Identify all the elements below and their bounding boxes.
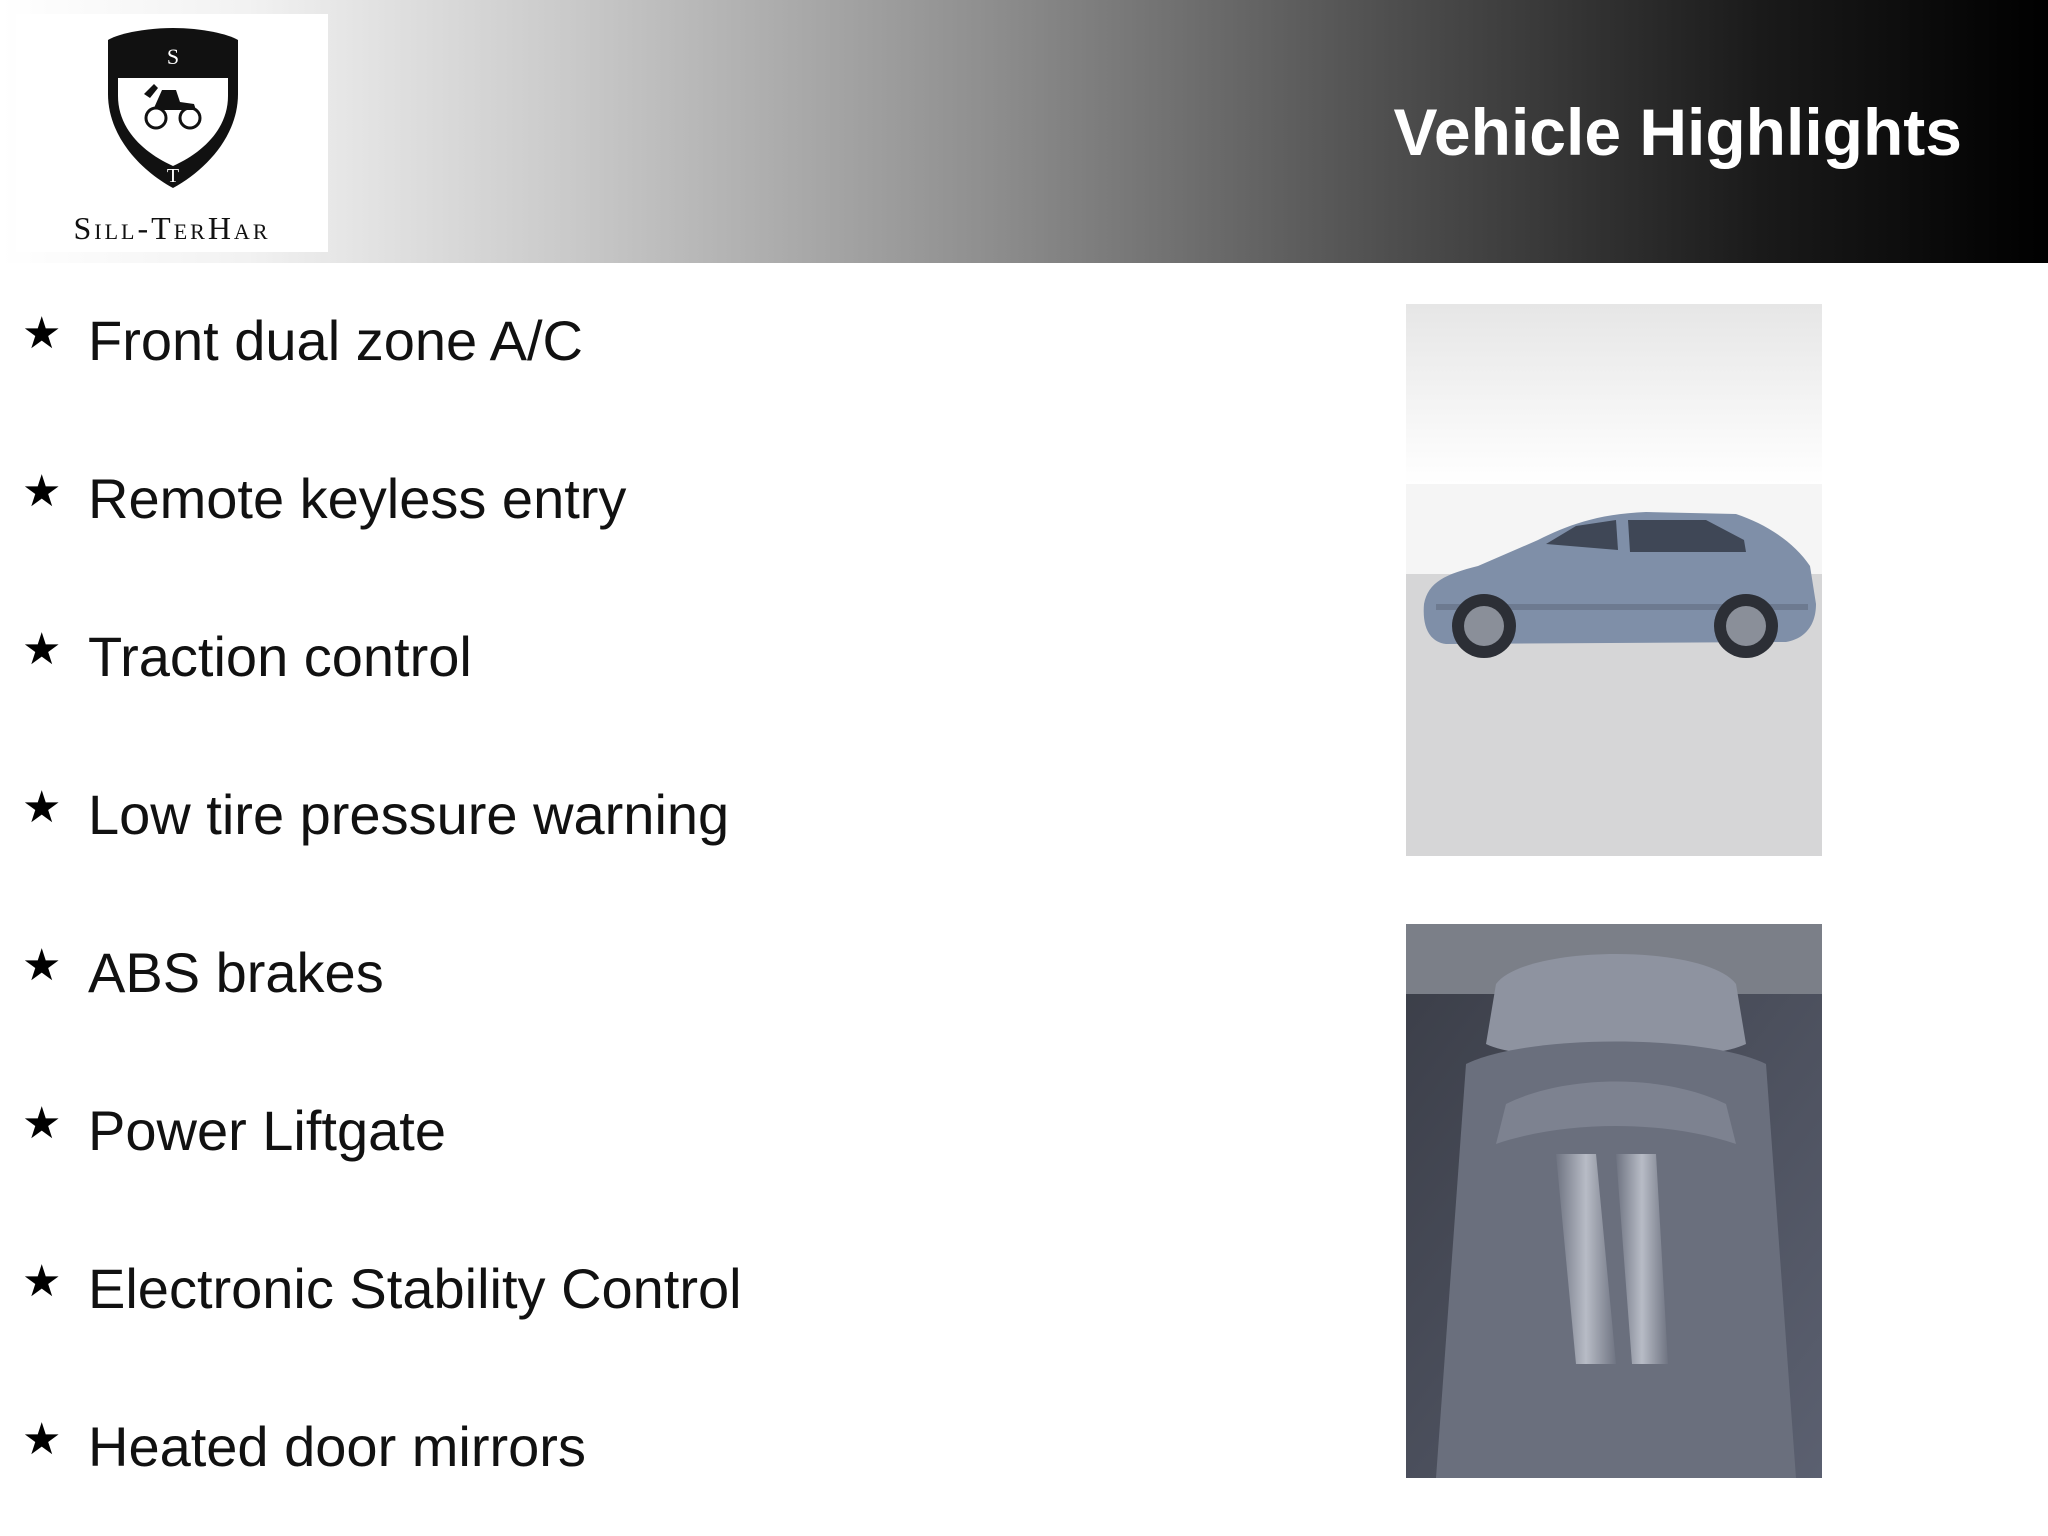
star-icon: ★ (22, 941, 62, 990)
star-icon: ★ (22, 309, 62, 358)
logo-wordmark: Sill-TerHar (73, 210, 271, 246)
star-icon: ★ (22, 1099, 62, 1148)
list-item (22, 774, 729, 854)
star-icon: ★ (22, 1257, 62, 1306)
feature-label: Traction control (88, 624, 472, 688)
leather-seat-image (1406, 924, 1822, 1478)
list-item (22, 616, 472, 696)
feature-label: Front dual zone A/C (88, 308, 583, 372)
feature-label: Low tire pressure warning (88, 782, 730, 846)
shield-carriage-icon (104, 24, 242, 192)
feature-label: ABS brakes (88, 940, 384, 1004)
star-icon: ★ (22, 625, 62, 674)
list-item (22, 932, 384, 1012)
list-item (22, 1090, 446, 1170)
list-item (22, 300, 583, 380)
feature-label: Electronic Stability Control (88, 1256, 742, 1320)
vehicle-exterior-photo (1406, 304, 1822, 856)
logo-letter-t: T (166, 165, 180, 187)
dealer-logo (16, 14, 328, 252)
header-banner (0, 0, 2048, 263)
vehicle-interior-photo (1406, 924, 1822, 1478)
star-icon: ★ (22, 783, 62, 832)
suv-side-image (1406, 304, 1822, 856)
logo-letter-s: S (166, 44, 180, 69)
feature-label: Heated door mirrors (88, 1414, 586, 1478)
list-item (22, 1248, 742, 1328)
list-item (22, 1406, 586, 1486)
list-item (22, 458, 626, 538)
star-icon: ★ (22, 1415, 62, 1464)
feature-label: Power Liftgate (88, 1098, 446, 1162)
page-title: Vehicle Highlights (1393, 95, 1962, 169)
feature-label: Remote keyless entry (88, 466, 627, 530)
star-icon: ★ (22, 467, 62, 516)
